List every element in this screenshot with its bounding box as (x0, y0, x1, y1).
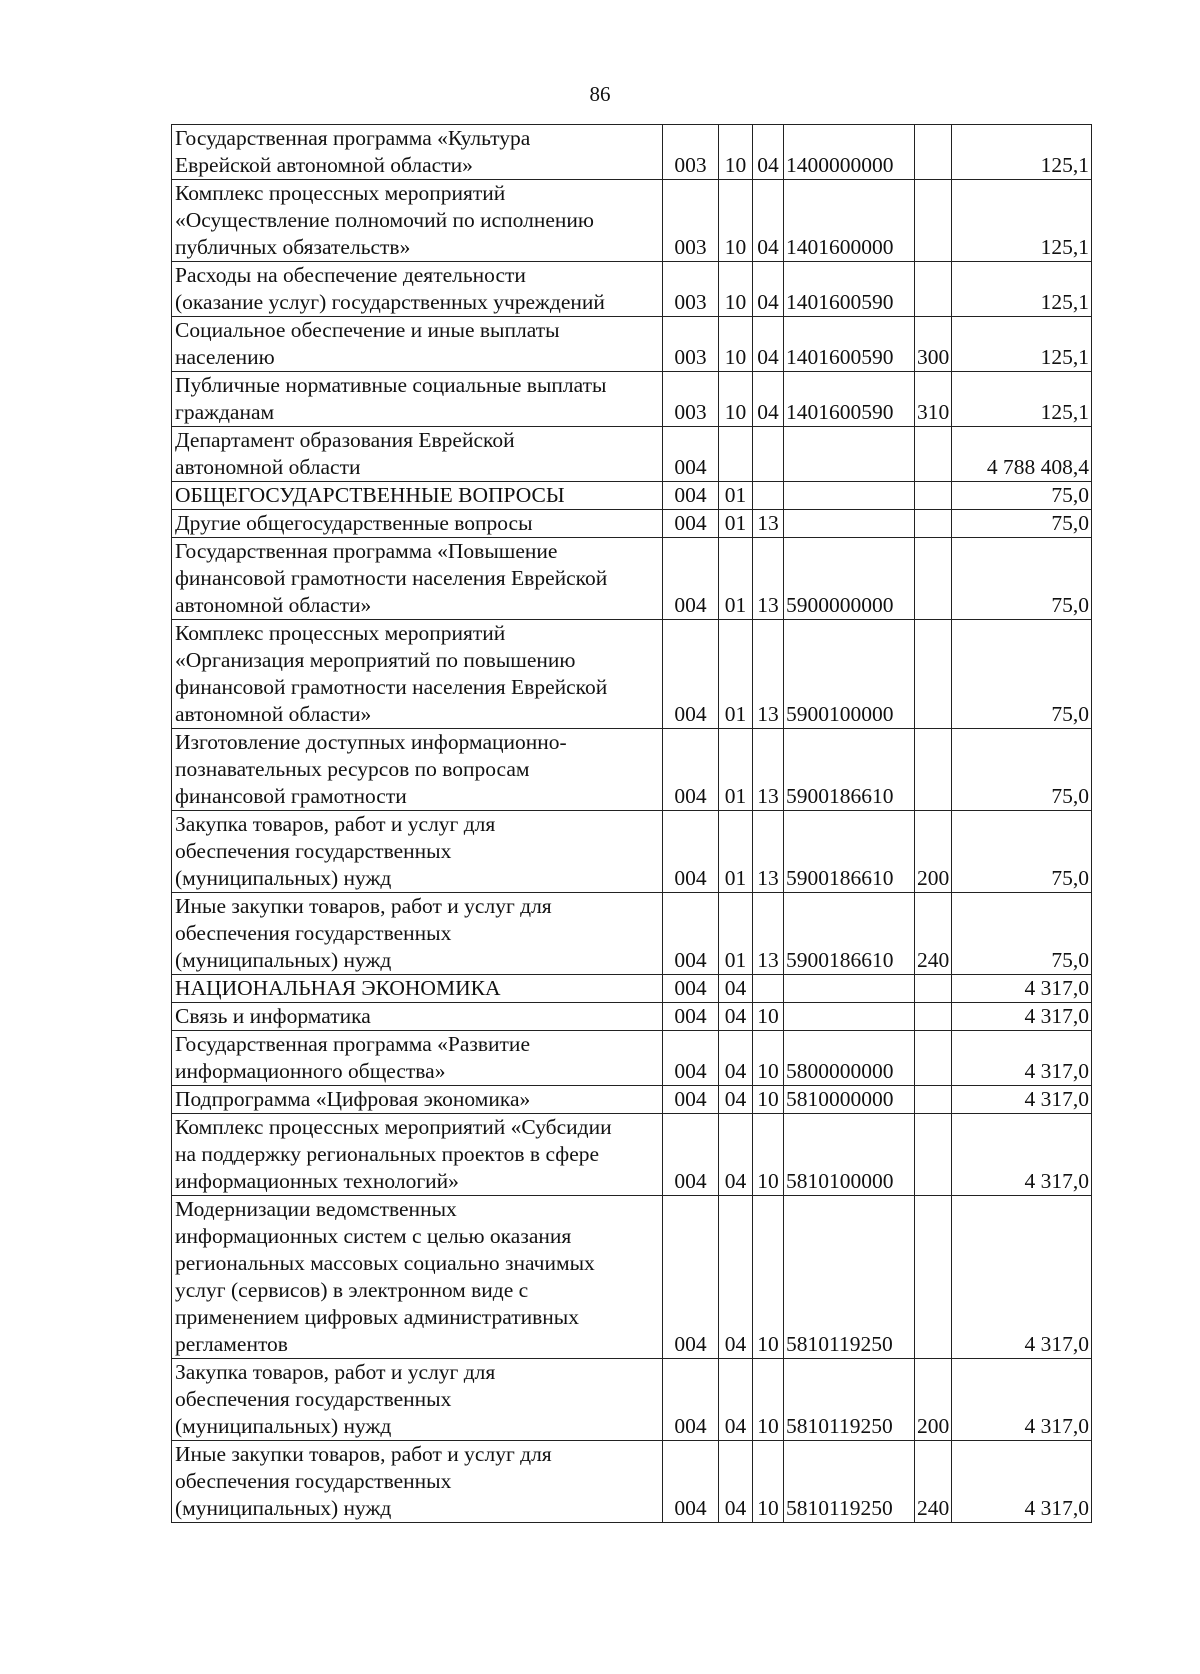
cell-amount: 4 317,0 (952, 1086, 1092, 1114)
item-name-line: Изготовление доступных информационно- (175, 730, 567, 754)
cell-expense-type (915, 482, 952, 510)
cell-section: 04 (719, 1359, 753, 1441)
table-row (172, 1031, 1092, 1086)
cell-ved-code: 003 (663, 125, 719, 180)
cell-section: 04 (719, 975, 753, 1003)
table-row (172, 372, 1092, 427)
table-row (172, 317, 1092, 372)
cell-section: 10 (719, 372, 753, 427)
cell-subsection: 10 (753, 1031, 784, 1086)
item-name-line: публичных обязательств» (175, 235, 411, 259)
cell-target-article (784, 1003, 915, 1031)
cell-item-name (172, 1114, 663, 1196)
cell-target-article: 5810119250 (784, 1196, 915, 1359)
table-row (172, 811, 1092, 893)
budget-table (171, 124, 1092, 1523)
cell-ved-code: 003 (663, 372, 719, 427)
cell-amount: 4 317,0 (952, 975, 1092, 1003)
cell-amount: 75,0 (952, 893, 1092, 975)
table-row (172, 893, 1092, 975)
cell-ved-code: 004 (663, 811, 719, 893)
cell-amount: 4 317,0 (952, 1003, 1092, 1031)
item-name-line: населению (175, 345, 275, 369)
item-name-line: Социальное обеспечение и иные выплаты (175, 318, 560, 342)
cell-target-article (784, 482, 915, 510)
table-row (172, 1196, 1092, 1359)
cell-amount: 125,1 (952, 317, 1092, 372)
table-row (172, 620, 1092, 729)
cell-section: 10 (719, 317, 753, 372)
item-name-line: Комплекс процессных мероприятий (175, 621, 506, 645)
cell-subsection: 13 (753, 538, 784, 620)
cell-target-article: 5900000000 (784, 538, 915, 620)
item-name-line: региональных массовых социально значимых (175, 1251, 595, 1275)
item-name-line: услуг (сервисов) в электронном виде с (175, 1278, 529, 1302)
cell-subsection: 10 (753, 1114, 784, 1196)
cell-ved-code: 004 (663, 538, 719, 620)
cell-subsection: 04 (753, 180, 784, 262)
cell-ved-code: 004 (663, 482, 719, 510)
cell-expense-type (915, 427, 952, 482)
cell-subsection: 04 (753, 262, 784, 317)
cell-expense-type (915, 125, 952, 180)
cell-item-name (172, 620, 663, 729)
cell-section: 04 (719, 1196, 753, 1359)
cell-section: 04 (719, 1441, 753, 1523)
cell-amount: 4 317,0 (952, 1441, 1092, 1523)
cell-section: 01 (719, 811, 753, 893)
cell-target-article: 5900186610 (784, 811, 915, 893)
cell-amount: 4 317,0 (952, 1196, 1092, 1359)
cell-item-name (172, 1003, 663, 1031)
item-name-line: Публичные нормативные социальные выплаты (175, 373, 607, 397)
item-name-line: на поддержку региональных проектов в сфере (175, 1142, 600, 1166)
cell-target-article: 1401600000 (784, 180, 915, 262)
page-number: 86 (589, 82, 611, 106)
item-name-line: Государственная программа «Культура (175, 126, 531, 150)
item-name-line: автономной области» (175, 702, 372, 726)
cell-section: 01 (719, 729, 753, 811)
cell-item-name (172, 125, 663, 180)
cell-item-name (172, 811, 663, 893)
cell-target-article (784, 427, 915, 482)
table-row (172, 1441, 1092, 1523)
cell-amount: 4 317,0 (952, 1031, 1092, 1086)
table-row (172, 427, 1092, 482)
table-row (172, 180, 1092, 262)
item-name-line: обеспечения государственных (175, 1469, 452, 1493)
cell-ved-code: 004 (663, 1196, 719, 1359)
cell-expense-type (915, 975, 952, 1003)
cell-target-article: 5810119250 (784, 1359, 915, 1441)
cell-section: 01 (719, 620, 753, 729)
cell-target-article: 5900186610 (784, 893, 915, 975)
item-name-line: Государственная программа «Повышение (175, 539, 558, 563)
item-name-line: автономной области» (175, 593, 372, 617)
cell-target-article (784, 510, 915, 538)
cell-item-name (172, 427, 663, 482)
cell-expense-type (915, 1114, 952, 1196)
cell-expense-type: 200 (915, 1359, 952, 1441)
item-name-line: (муниципальных) нужд (175, 1496, 392, 1520)
cell-subsection (753, 427, 784, 482)
item-name-line: НАЦИОНАЛЬНАЯ ЭКОНОМИКА (175, 976, 501, 1000)
cell-expense-type (915, 1086, 952, 1114)
item-name-line: финансовой грамотности (175, 784, 407, 808)
cell-section: 04 (719, 1003, 753, 1031)
cell-subsection: 13 (753, 893, 784, 975)
item-name-line: (муниципальных) нужд (175, 1414, 392, 1438)
cell-amount: 125,1 (952, 125, 1092, 180)
cell-item-name (172, 180, 663, 262)
table-row (172, 125, 1092, 180)
cell-subsection: 10 (753, 1196, 784, 1359)
cell-expense-type (915, 1196, 952, 1359)
cell-item-name (172, 729, 663, 811)
cell-item-name (172, 262, 663, 317)
cell-ved-code: 004 (663, 1359, 719, 1441)
cell-subsection (753, 975, 784, 1003)
cell-amount: 75,0 (952, 729, 1092, 811)
cell-expense-type: 310 (915, 372, 952, 427)
item-name-line: Еврейской автономной области» (175, 153, 473, 177)
cell-target-article: 1401600590 (784, 317, 915, 372)
cell-item-name (172, 1359, 663, 1441)
cell-amount: 4 317,0 (952, 1114, 1092, 1196)
cell-section: 10 (719, 180, 753, 262)
cell-item-name (172, 1441, 663, 1523)
cell-ved-code: 004 (663, 1441, 719, 1523)
cell-section: 01 (719, 510, 753, 538)
cell-item-name (172, 482, 663, 510)
item-name-line: обеспечения государственных (175, 921, 452, 945)
table-row (172, 262, 1092, 317)
table-body (172, 125, 1092, 1523)
cell-item-name (172, 975, 663, 1003)
cell-ved-code: 004 (663, 620, 719, 729)
cell-amount: 75,0 (952, 811, 1092, 893)
cell-amount: 4 788 408,4 (952, 427, 1092, 482)
cell-target-article: 5900186610 (784, 729, 915, 811)
cell-item-name (172, 1086, 663, 1114)
item-name-line: Модернизации ведомственных (175, 1197, 457, 1221)
cell-item-name (172, 317, 663, 372)
cell-ved-code: 003 (663, 262, 719, 317)
cell-section: 01 (719, 538, 753, 620)
cell-expense-type (915, 729, 952, 811)
item-name-line: обеспечения государственных (175, 839, 452, 863)
item-name-line: финансовой грамотности населения Еврейской (175, 675, 608, 699)
cell-ved-code: 004 (663, 729, 719, 811)
cell-expense-type: 240 (915, 1441, 952, 1523)
item-name-line: (муниципальных) нужд (175, 948, 392, 972)
item-name-line: Департамент образования Еврейской (175, 428, 515, 452)
item-name-line: Иные закупки товаров, работ и услуг для (175, 1442, 552, 1466)
cell-expense-type: 200 (915, 811, 952, 893)
cell-ved-code: 003 (663, 180, 719, 262)
table-row (172, 482, 1092, 510)
cell-subsection: 04 (753, 317, 784, 372)
cell-ved-code: 004 (663, 1031, 719, 1086)
cell-amount: 75,0 (952, 620, 1092, 729)
cell-item-name (172, 893, 663, 975)
cell-subsection: 04 (753, 372, 784, 427)
cell-amount: 4 317,0 (952, 1359, 1092, 1441)
cell-amount: 75,0 (952, 510, 1092, 538)
item-name-line: информационных систем с целью оказания (175, 1224, 572, 1248)
item-name-line: ОБЩЕГОСУДАРСТВЕННЫЕ ВОПРОСЫ (175, 483, 565, 507)
cell-expense-type (915, 510, 952, 538)
cell-expense-type (915, 1003, 952, 1031)
cell-target-article: 5810100000 (784, 1114, 915, 1196)
cell-subsection: 04 (753, 125, 784, 180)
cell-ved-code: 004 (663, 975, 719, 1003)
cell-subsection (753, 482, 784, 510)
table-row (172, 538, 1092, 620)
cell-target-article: 5900100000 (784, 620, 915, 729)
cell-target-article: 5800000000 (784, 1031, 915, 1086)
item-name-line: Другие общегосударственные вопросы (175, 511, 533, 535)
cell-expense-type (915, 1031, 952, 1086)
cell-target-article (784, 975, 915, 1003)
cell-item-name (172, 510, 663, 538)
cell-ved-code: 004 (663, 1086, 719, 1114)
cell-subsection: 10 (753, 1086, 784, 1114)
cell-ved-code: 003 (663, 317, 719, 372)
cell-section: 04 (719, 1086, 753, 1114)
cell-amount: 75,0 (952, 538, 1092, 620)
item-name-line: Связь и информатика (175, 1004, 371, 1028)
cell-target-article: 5810000000 (784, 1086, 915, 1114)
cell-section (719, 427, 753, 482)
cell-section: 04 (719, 1114, 753, 1196)
cell-expense-type: 240 (915, 893, 952, 975)
item-name-line: Комплекс процессных мероприятий «Субсидии (175, 1115, 612, 1139)
item-name-line: информационного общества» (175, 1059, 446, 1083)
cell-amount: 75,0 (952, 482, 1092, 510)
cell-expense-type (915, 538, 952, 620)
cell-amount: 125,1 (952, 262, 1092, 317)
cell-subsection: 10 (753, 1359, 784, 1441)
cell-amount: 125,1 (952, 372, 1092, 427)
item-name-line: «Осуществление полномочий по исполнению (175, 208, 594, 232)
cell-ved-code: 004 (663, 427, 719, 482)
item-name-line: обеспечения государственных (175, 1387, 452, 1411)
cell-ved-code: 004 (663, 1114, 719, 1196)
cell-target-article: 5810119250 (784, 1441, 915, 1523)
cell-section: 01 (719, 482, 753, 510)
item-name-line: Закупка товаров, работ и услуг для (175, 812, 496, 836)
cell-amount: 125,1 (952, 180, 1092, 262)
item-name-line: Закупка товаров, работ и услуг для (175, 1360, 496, 1384)
table-row (172, 1086, 1092, 1114)
item-name-line: регламентов (175, 1332, 288, 1356)
item-name-line: финансовой грамотности населения Еврейской (175, 566, 608, 590)
cell-target-article: 1401600590 (784, 372, 915, 427)
cell-section: 10 (719, 262, 753, 317)
cell-subsection: 10 (753, 1003, 784, 1031)
cell-subsection: 13 (753, 729, 784, 811)
item-name-line: гражданам (175, 400, 275, 424)
cell-subsection: 13 (753, 510, 784, 538)
cell-expense-type (915, 180, 952, 262)
item-name-line: информационных технологий» (175, 1169, 459, 1193)
cell-section: 10 (719, 125, 753, 180)
item-name-line: Иные закупки товаров, работ и услуг для (175, 894, 552, 918)
cell-ved-code: 004 (663, 510, 719, 538)
item-name-line: Комплекс процессных мероприятий (175, 181, 506, 205)
cell-item-name (172, 1031, 663, 1086)
cell-ved-code: 004 (663, 893, 719, 975)
cell-subsection: 13 (753, 620, 784, 729)
cell-expense-type (915, 262, 952, 317)
cell-section: 04 (719, 1031, 753, 1086)
table-row (172, 510, 1092, 538)
cell-expense-type: 300 (915, 317, 952, 372)
cell-ved-code: 004 (663, 1003, 719, 1031)
cell-section: 01 (719, 893, 753, 975)
item-name-line: Расходы на обеспечение деятельности (175, 263, 526, 287)
cell-item-name (172, 372, 663, 427)
cell-item-name (172, 1196, 663, 1359)
cell-subsection: 10 (753, 1441, 784, 1523)
item-name-line: «Организация мероприятий по повышению (175, 648, 576, 672)
item-name-line: Государственная программа «Развитие (175, 1032, 530, 1056)
item-name-line: познавательных ресурсов по вопросам (175, 757, 530, 781)
cell-subsection: 13 (753, 811, 784, 893)
table-row (172, 975, 1092, 1003)
cell-target-article: 1401600590 (784, 262, 915, 317)
cell-item-name (172, 538, 663, 620)
item-name-line: применением цифровых административных (175, 1305, 579, 1329)
table-row (172, 1114, 1092, 1196)
item-name-line: Подпрограмма «Цифровая экономика» (175, 1087, 531, 1111)
item-name-line: (оказание услуг) государственных учреждений (175, 290, 605, 314)
table-row (172, 729, 1092, 811)
table-row (172, 1359, 1092, 1441)
item-name-line: (муниципальных) нужд (175, 866, 392, 890)
cell-expense-type (915, 620, 952, 729)
table-row (172, 1003, 1092, 1031)
item-name-line: автономной области (175, 455, 361, 479)
cell-target-article: 1400000000 (784, 125, 915, 180)
